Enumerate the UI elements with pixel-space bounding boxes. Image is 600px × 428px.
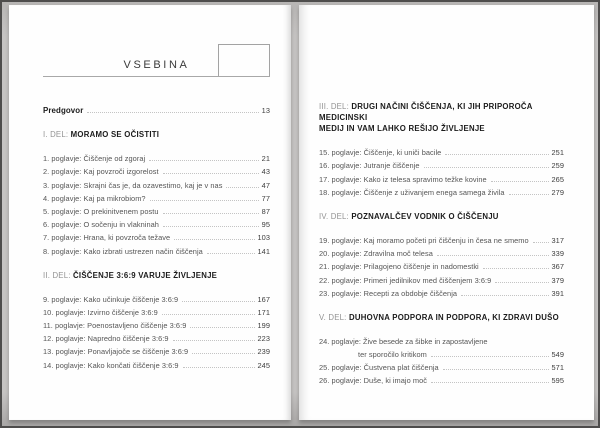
chapter-page-number: 103 [257,233,270,243]
chapter-label: 21. poglavje: Prilagojeno čiščenje in nadomestki [319,262,479,272]
chapter-label: 3. poglavje: Skrajni čas je, da ozavestimo, kaj je v nas [43,180,223,190]
chapter-label-line1: 24. poglavje: Žive besede za šibke in zapostavljene [319,336,488,346]
preface-page: 13 [261,106,270,115]
chapter-label: 14. poglavje: Kako končati čiščenje 3:6:9 [43,360,179,370]
toc-title: VSEBINA [123,59,190,71]
section-part-label: III. DEL: [319,102,349,111]
chapter-page-number: 317 [551,235,564,245]
section-heading [43,129,270,140]
chapter-page-number: 87 [261,206,270,216]
right-sections [319,101,564,385]
chapter-row [43,190,270,203]
chapter-label: 13. poglavje: Ponavljajoče se čiščenje 3:6:9 [43,347,189,357]
chapter-row [319,184,564,197]
chapter-page-number: 265 [551,174,564,184]
chapter-page-number: 199 [257,321,270,331]
left-sections [43,129,270,370]
section-part-label: V. DEL: [319,312,347,322]
section-title-line2: MEDIJ IN VAM LAHKO REŠIJO ŽIVLJENJE [319,124,485,133]
chapter-page-number: 223 [257,334,270,344]
chapter-row [319,359,564,372]
chapter-row [43,176,270,189]
chapter-row [43,203,270,216]
dot-leader [182,301,254,302]
dot-leader [192,353,254,354]
dot-leader [226,187,258,188]
chapter-page-number: 171 [257,307,270,317]
dot-leader [183,367,255,368]
chapter-label: 17. poglavje: Kako iz telesa spravimo težke kovine [319,174,487,184]
chapter-row [319,245,564,258]
chapter-page-number: 571 [551,363,564,373]
chapter-page-number: 279 [551,187,564,197]
chapter-row [319,285,564,298]
section-title: DRUGI NAČINI ČIŠČENJA, KI JIH PRIPOROČA MEDICINSKI [319,102,533,122]
chapter-label: 8. poglavje: Kako izbrati ustrezen način čiščenja [43,246,203,256]
chapter-page-number: 239 [257,347,270,357]
left-page [9,5,291,420]
chapter-label: 11. poglavje: Poenostavljeno čiščenje 3:6:9 [43,321,187,331]
chapter-label: 16. poglavje: Jutranje čiščenje [319,161,420,171]
dot-leader [163,213,259,214]
dot-leader [461,295,548,296]
chapter-label: 19. poglavje: Kaj moramo početi pri čiščenju in česa ne smemo [319,235,529,245]
chapter-label: 22. poglavje: Primeri jedilnikov med čiščenjem 3:6:9 [319,275,492,285]
right-page [299,5,594,420]
dot-leader [190,327,254,328]
chapter-page-number: 245 [257,360,270,370]
section-part-label: I. DEL: [43,130,69,139]
chapter-row [43,304,270,317]
chapter-row [43,163,270,176]
chapter-label: 18. poglavje: Čiščenje z uživanjem enega samega živila [319,187,505,197]
dot-leader [431,356,549,357]
chapter-row [319,258,564,271]
preface-label: Predgovor [43,106,84,115]
chapter-page-number: 95 [261,220,270,230]
dot-leader [150,200,259,201]
dot-leader [173,340,255,341]
dot-leader [424,167,549,168]
section-title: ČIŠČENJE 3:6:9 VARUJE ŽIVLJENJE [73,270,218,280]
chapter-row [43,229,270,242]
chapter-page-number: 77 [261,193,270,203]
dot-leader [443,369,549,370]
dot-leader [87,112,258,113]
chapter-row [319,372,564,385]
chapter-row [43,330,270,343]
dot-leader [163,173,259,174]
chapter-label: 10. poglavje: Izvirno čiščenje 3:6:9 [43,307,158,317]
chapter-label: 6. poglavje: O sočenju in vlakninah [43,220,159,230]
section-heading [319,211,564,222]
chapter-page-number: 47 [261,180,270,190]
section-heading [319,312,564,323]
dot-leader [149,160,258,161]
chapter-label: 12. poglavje: Napredno čiščenje 3:6:9 [43,334,169,344]
dot-leader [162,314,255,315]
chapter-label-line2: ter sporočilo kritikom [358,350,427,360]
preface-row [43,102,270,115]
chapter-label: 4. poglavje: Kaj pa mikrobiom? [43,193,146,203]
chapter-page-number: 167 [257,294,270,304]
chapter-page-number: 339 [551,249,564,259]
chapter-page-number: 367 [551,262,564,272]
section-heading [319,101,564,134]
chapter-row [319,232,564,245]
chapter-page-number: 43 [261,167,270,177]
chapter-row [43,150,270,163]
chapter-page-number: 379 [551,275,564,285]
chapter-label: 26. poglavje: Duše, ki imajo moč [319,376,427,386]
chapter-page-number: 391 [551,288,564,298]
dot-leader [509,194,549,195]
chapter-row [319,271,564,284]
chapter-row [319,157,564,170]
chapter-row [43,291,270,304]
chapter-row [319,170,564,183]
section-heading [43,270,270,281]
dot-leader [163,226,259,227]
dot-leader [437,255,549,256]
chapter-label: 1. poglavje: Čiščenje od zgoraj [43,154,146,164]
title-rule [43,76,270,77]
chapter-label: 2. poglavje: Kaj povzroči izgorelost [43,167,159,177]
chapter-row [43,216,270,229]
chapter-label: 23. poglavje: Recepti za obdobje čiščenja [319,288,458,298]
dot-leader [431,382,549,383]
chapter-label: 7. poglavje: Hrana, ki povzroča težave [43,233,171,243]
section-title: DUHOVNA PODPORA IN PODPORA, KI ZDRAVI DUŠO [348,312,559,322]
dot-leader [174,239,254,240]
dot-leader [445,154,548,155]
chapter-page-number: 251 [551,148,564,158]
dot-leader [483,268,549,269]
dot-leader [207,253,255,254]
chapter-page-number: 141 [257,246,270,256]
dot-leader [491,181,549,182]
chapter-row [43,343,270,356]
dot-leader [495,282,548,283]
dot-leader [533,242,549,243]
chapter-label: 9. poglavje: Kako učinkuje čiščenje 3:6:9 [43,294,179,304]
chapter-page-number: 21 [261,154,270,164]
section-title: POZNAVALČEV VODNIK O ČIŠČENJU [351,211,499,221]
chapter-row [43,317,270,330]
chapter-label: 15. poglavje: Čiščenje, ki uniči bacile [319,148,442,158]
section-part-label: II. DEL: [43,270,71,280]
chapter-page-number: 595 [551,376,564,386]
chapter-label: 5. poglavje: O prekinitvenem postu [43,206,159,216]
section-part-label: IV. DEL: [319,211,349,221]
chapter-page-number: 549 [551,350,564,360]
chapter-row [319,144,564,157]
chapter-page-number: 259 [551,161,564,171]
section-title: MORAMO SE OČISTITI [70,130,160,139]
chapter-label: 20. poglavje: Zdravilna moč telesa [319,249,433,259]
toc-title-block [43,44,270,76]
chapter-row [43,356,270,369]
chapter-label: 25. poglavje: Čustvena plat čiščenja [319,363,439,373]
chapter-row [43,242,270,255]
chapter-row [319,346,564,359]
